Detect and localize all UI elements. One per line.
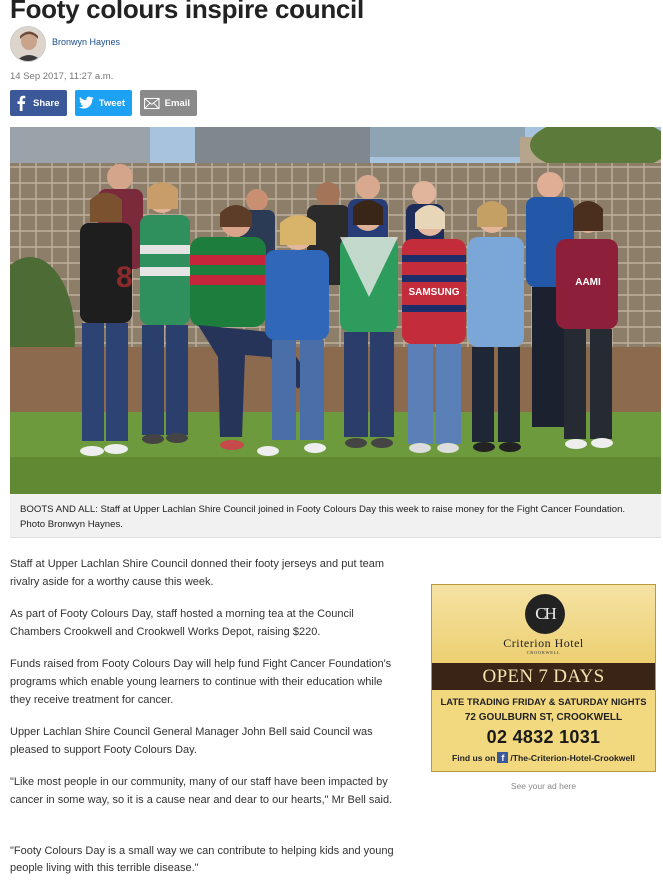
facebook-share-button[interactable] xyxy=(10,90,67,116)
facebook-icon xyxy=(14,95,28,111)
facebook-icon: f xyxy=(497,752,508,763)
photo-caption: BOOTS AND ALL: Staff at Upper Lachlan Shire Council joined in Footy Colours Day this week to raise money for the Fight Cancer Foundation. Photo Bronwyn Haynes. xyxy=(10,494,661,538)
author-avatar[interactable] xyxy=(10,26,46,62)
article-paragraph: Staff at Upper Lachlan Shire Council donned their footy jerseys and put team rivalry aside for a worthy cause this week. xyxy=(10,558,385,588)
article-paragraph: Funds raised from Footy Colours Day will help fund Fight Cancer Foundation's programs which enable young learners to continue with their education while they receive treatment for cancer. xyxy=(10,658,392,706)
article-title: Footy colours inspire council xyxy=(10,0,364,24)
jersey-number: 8 xyxy=(116,261,133,294)
ad-facebook-page: /The-Criterion-Hotel-Crookwell xyxy=(510,752,636,763)
article-body xyxy=(10,556,405,878)
article-paragraph: "Like most people in our community, many of our staff have been impacted by cancer in some way, so it is a cause near and dear to our hearts," Mr Bell said. xyxy=(10,776,393,806)
see-your-ad-link[interactable]: See your ad here xyxy=(510,781,577,791)
ad-business-location: CROOKWELL xyxy=(526,650,561,655)
advertisement[interactable] xyxy=(431,584,656,772)
jersey-aami-text: AAMI xyxy=(575,277,601,288)
article-photo[interactable] xyxy=(10,127,661,494)
twitter-icon xyxy=(79,96,94,110)
twitter-share-label: Tweet xyxy=(98,97,125,109)
ad-banner: OPEN 7 DAYS xyxy=(432,663,655,690)
envelope-icon xyxy=(144,97,160,110)
ad-phone: 02 4832 1031 xyxy=(486,727,601,747)
email-share-label: Email xyxy=(164,97,190,109)
ad-logo: CH xyxy=(525,594,565,634)
author-byline xyxy=(10,26,120,62)
article-paragraph: As part of Footy Colours Day, staff hosted a morning tea at the Council Chambers Crookwell and Crookwell Works Depot, raising $220. xyxy=(10,608,354,638)
twitter-share-button[interactable] xyxy=(75,90,132,116)
ad-facebook-line xyxy=(432,752,655,763)
ad-business-name: Criterion Hotel xyxy=(503,636,584,650)
ad-trading-hours: LATE TRADING FRIDAY & SATURDAY NIGHTS xyxy=(440,696,647,707)
facebook-share-label: Share xyxy=(33,97,60,109)
ad-header xyxy=(432,585,655,663)
publish-date: 14 Sep 2017, 11:27 a.m. xyxy=(10,71,114,82)
email-share-button[interactable] xyxy=(140,90,197,116)
share-bar xyxy=(10,90,197,116)
jersey-samsung-text: SAMSUNG xyxy=(408,287,460,298)
ad-address: 72 GOULBURN ST, CROOKWELL xyxy=(464,712,623,723)
article-paragraph: Upper Lachlan Shire Council General Manager John Bell said Council was pleased to support Footy Colours Day. xyxy=(10,726,373,756)
ad-find-prefix: Find us on xyxy=(451,752,496,763)
article-paragraph: "Footy Colours Day is a small way we can contribute to helping kids and young people living with this terrible disease." xyxy=(10,844,394,875)
author-name-link[interactable]: Bronwyn Haynes xyxy=(52,37,121,47)
